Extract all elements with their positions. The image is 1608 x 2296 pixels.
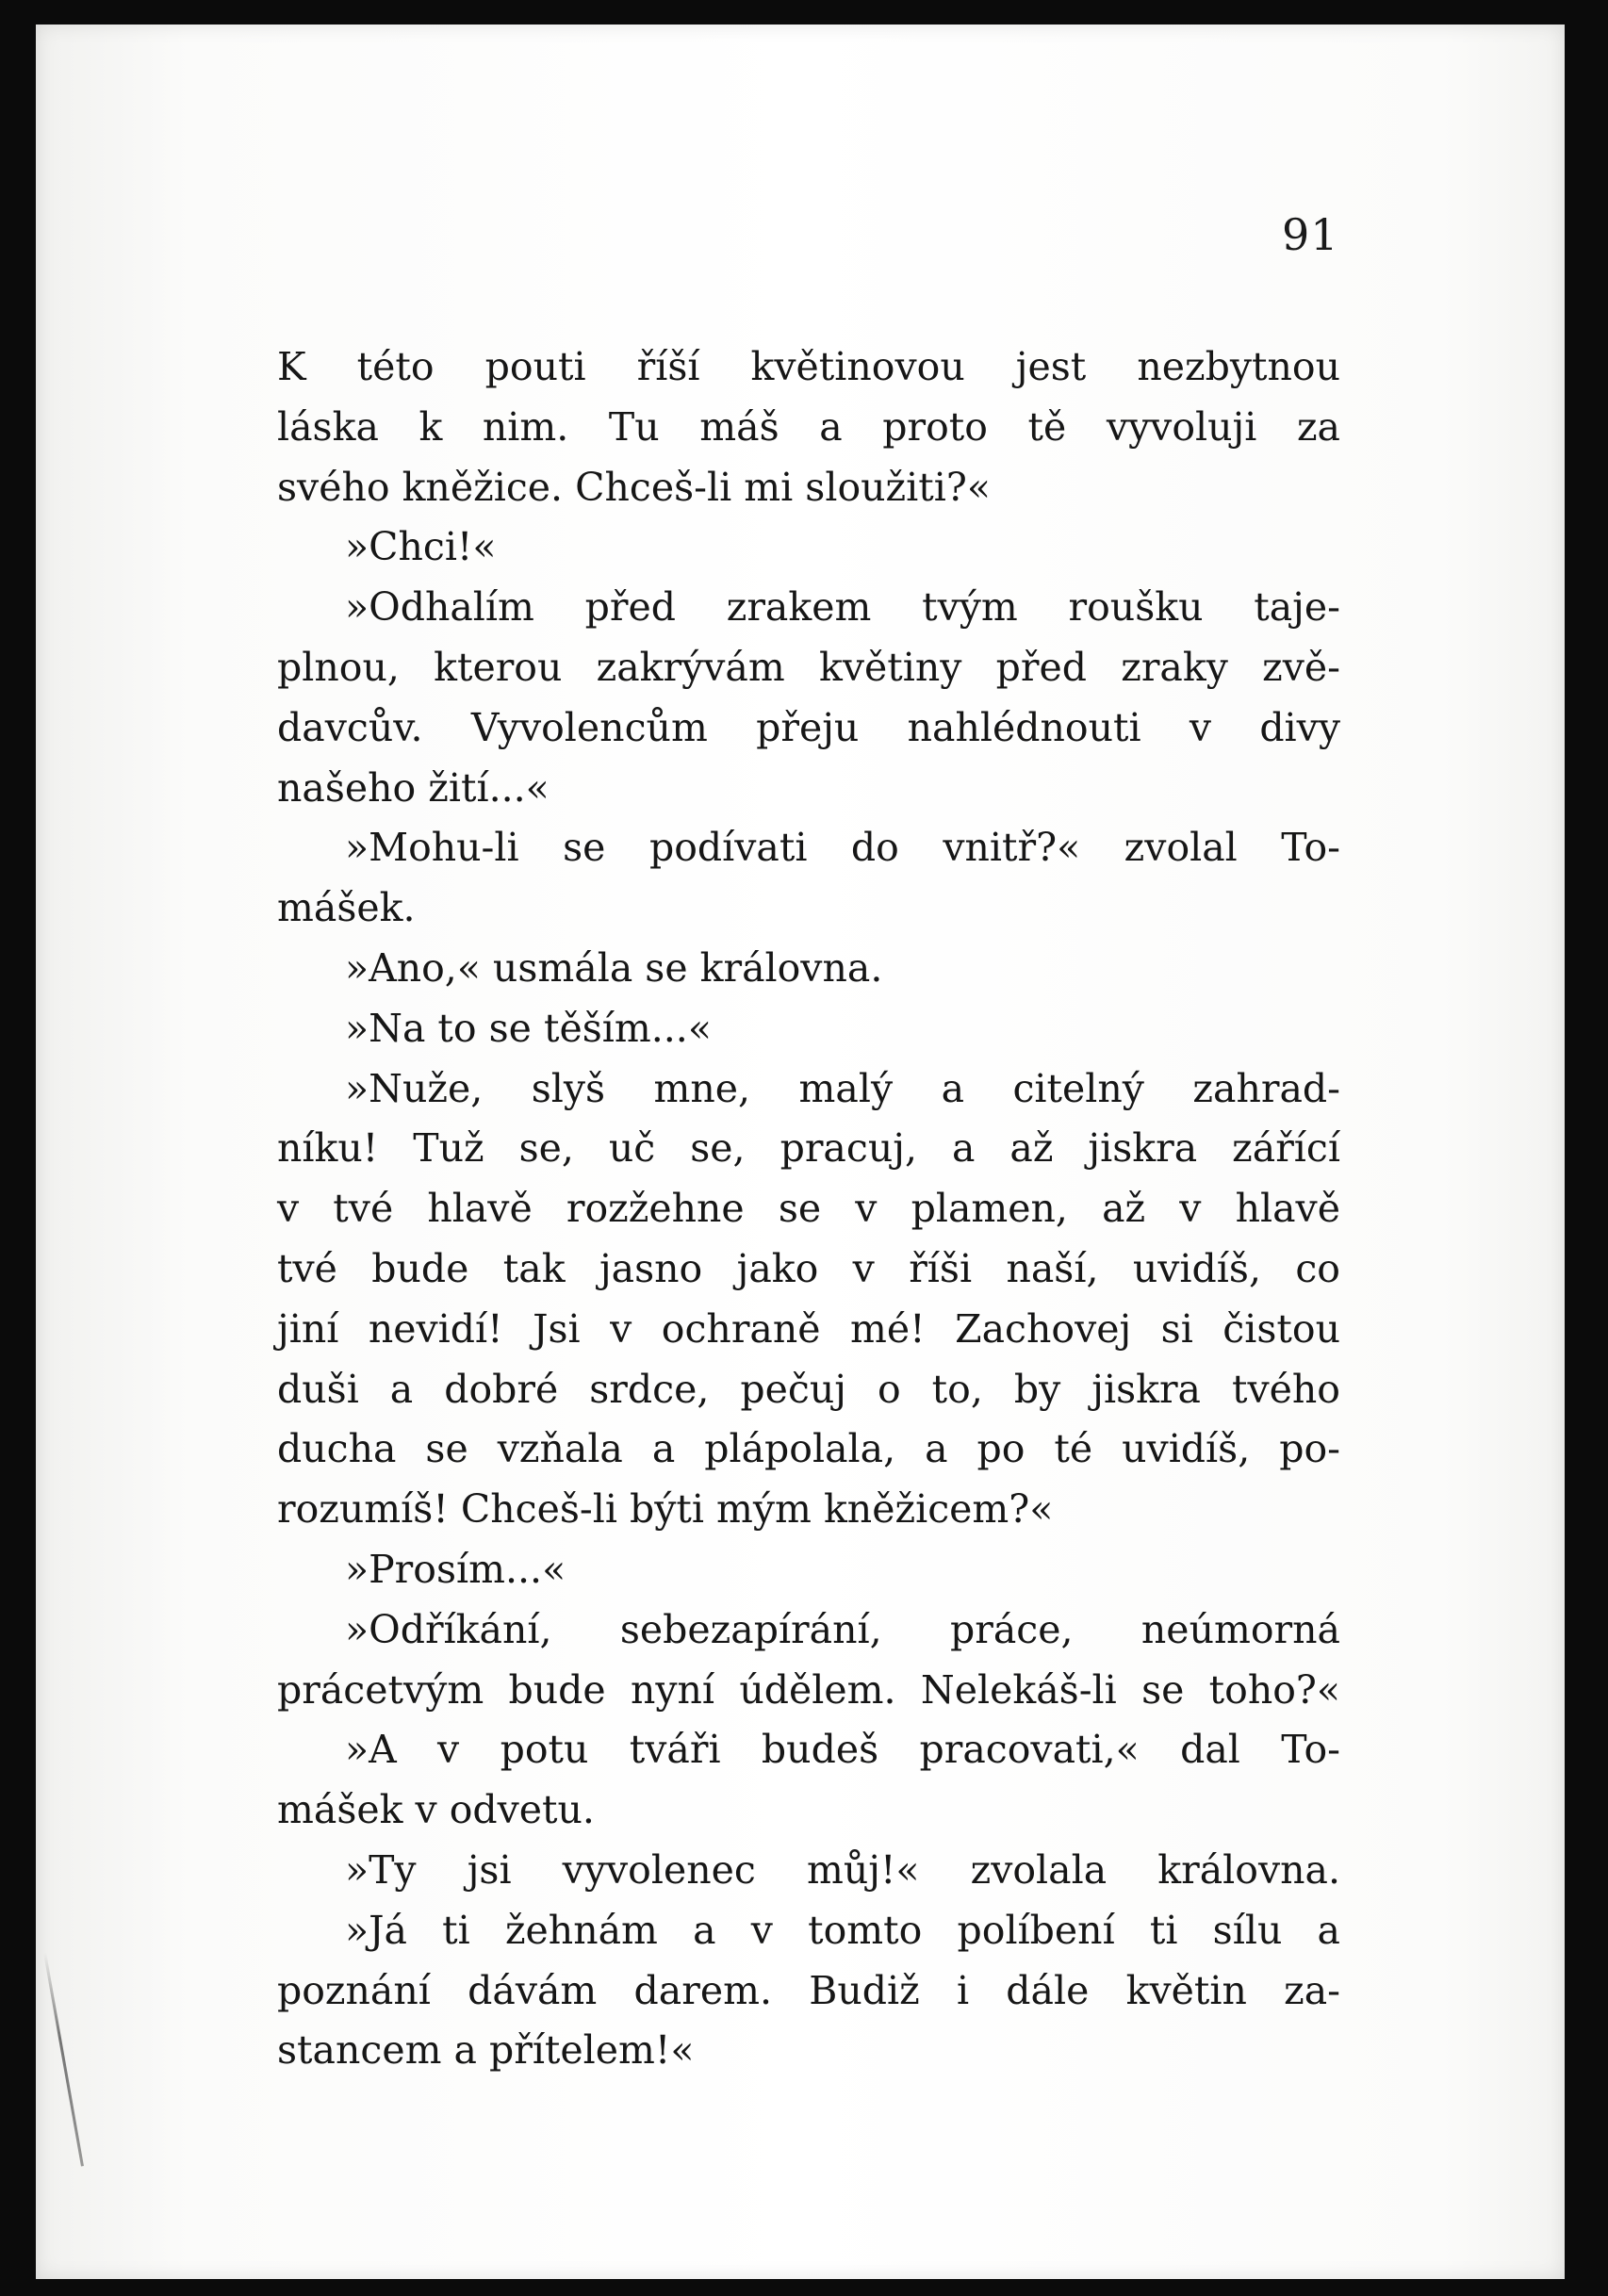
book-page — [36, 25, 1565, 2279]
text-line: »A v potu tváři budeš pracovati,« dal To- — [345, 1727, 1340, 1773]
text-line: mášek v odvetu. — [277, 1787, 595, 1833]
text-line: tvé bude tak jasno jako v říši naší, uvidíš, co — [277, 1245, 1340, 1291]
text-line: v tvé hlavě rozžehne se v plamen, až v hlavě — [277, 1186, 1340, 1232]
text-line: K této pouti říší květinovou jest nezbytnou — [277, 344, 1340, 389]
text-line: »Na to se těším...« — [345, 1005, 712, 1051]
text-line: »Já ti žehnám a v tomto políbení ti sílu a — [345, 1907, 1340, 1953]
text-line: mášek. — [277, 885, 416, 931]
text-line: »Chci!« — [345, 524, 497, 570]
text-line: prácetvým bude nyní údělem. Nelekáš-li se toho?« — [277, 1666, 1340, 1713]
text-line: níku! Tuž se, uč se, pracuj, a až jiskra zářící — [277, 1125, 1340, 1172]
text-line: »Odhalím před zrakem tvým roušku taje- — [345, 584, 1340, 631]
text-line: stancem a přítelem!« — [277, 2027, 695, 2074]
text-line: »Prosím...« — [345, 1546, 566, 1592]
text-line: »Mohu-li se podívati do vnitř?« zvolal To- — [345, 825, 1340, 871]
text-line: davcův. Vyvolencům přeju nahlédnouti v divy — [277, 704, 1340, 750]
text-line: jiní nevidí! Jsi v ochraně mé! Zachovej si čistou — [277, 1305, 1340, 1352]
text-line: »Odříkání, sebezapírání, práce, neúmorná — [345, 1606, 1340, 1652]
page-number: 91 — [1282, 209, 1339, 260]
text-line: rozumíš! Chceš-li býti mým kněžicem?« — [277, 1486, 1054, 1533]
text-line: ducha se vzňala a plápolala, a po té uvidíš, po- — [277, 1426, 1340, 1472]
text-line: »Ty jsi vyvolenec můj!« zvolala královna. — [345, 1846, 1340, 1893]
text-line: plnou, kterou zakrývám květiny před zraky zvě- — [277, 644, 1340, 690]
text-line: »Nuže, slyš mne, malý a citelný zahrad- — [345, 1065, 1340, 1111]
text-line: našeho žití...« — [277, 764, 550, 811]
text-line: duši a dobré srdce, pečuj o to, by jiskra tvého — [277, 1366, 1340, 1412]
text-line: láska k nim. Tu máš a proto tě vyvoluji za — [277, 403, 1340, 450]
body-text — [277, 337, 1340, 2081]
text-line: svého kněžice. Chceš-li mi sloužiti?« — [277, 464, 991, 510]
text-line: poznání dávám darem. Budiž i dále květin za- — [277, 1967, 1340, 2013]
text-line: »Ano,« usmála se královna. — [345, 944, 883, 991]
